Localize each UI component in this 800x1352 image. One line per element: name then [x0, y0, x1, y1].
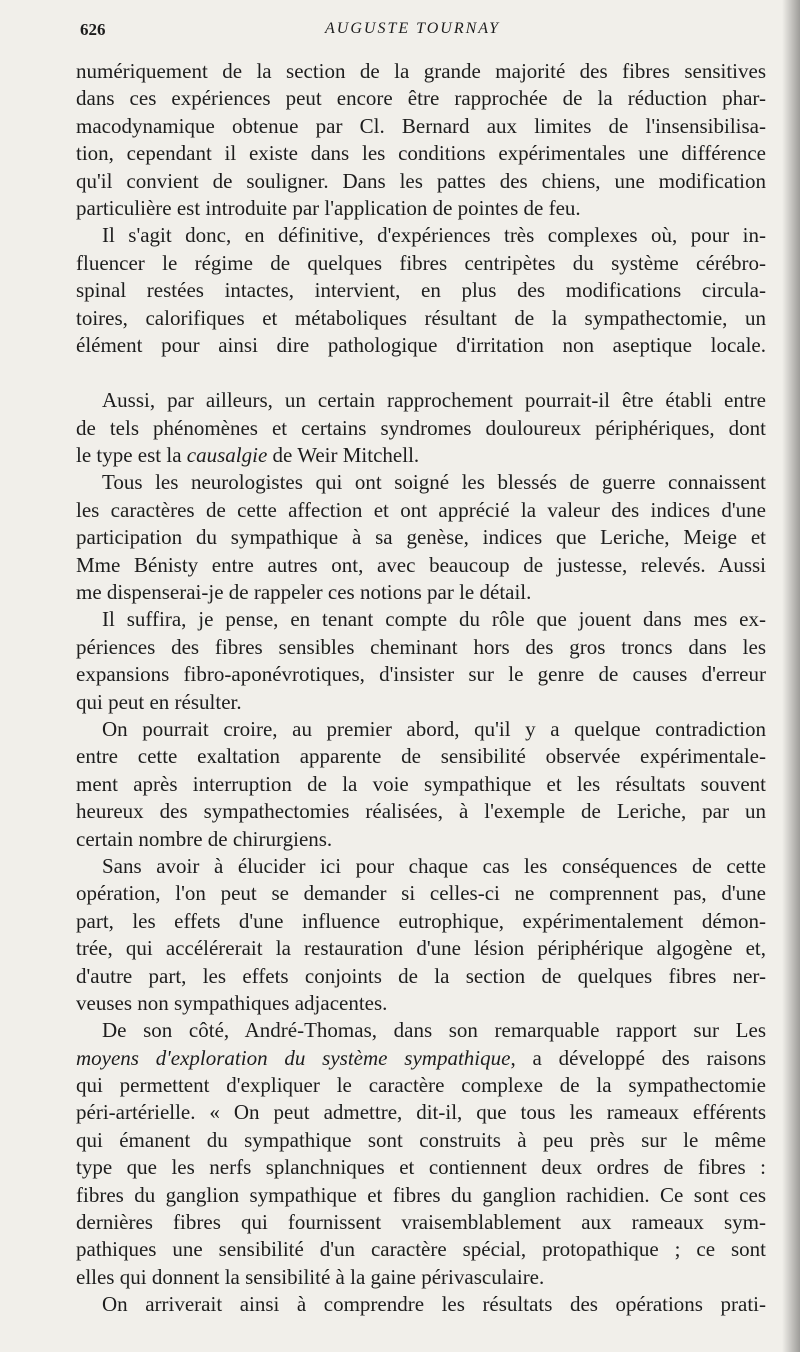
text-line: dans ces expériences peut encore être rapprochée de la réduction phar- — [76, 86, 766, 111]
paragraph — [76, 1017, 766, 1291]
text-line: ment après interruption de la voie sympathique et les résultats souvent — [76, 771, 766, 796]
text-line: Il suffira, je pense, en tenant compte du rôle que jouent dans mes ex- — [102, 607, 766, 632]
text-line: Aussi, par ailleurs, un certain rapprochement pourrait-il être établi entre — [102, 388, 766, 413]
text-line: qui permettent d'expliquer le caractère complexe de la sympathectomie — [76, 1073, 766, 1098]
paragraph — [76, 387, 766, 469]
text-line: On arriverait ainsi à comprendre les résultats des opérations prati- — [102, 1292, 766, 1317]
text-line: élément pour ainsi dire pathologique d'irritation non aseptique locale. — [76, 332, 766, 357]
text-line: expansions fibro-aponévrotiques, d'insister sur le genre de causes d'erreur — [76, 662, 766, 687]
text-line: périences des fibres sensibles cheminant hors des gros troncs dans les — [76, 634, 766, 659]
text-line: de tels phénomènes et certains syndromes douloureux périphériques, dont — [76, 415, 766, 440]
text-line: heureux des sympathectomies réalisées, à l'exemple de Leriche, par un — [76, 799, 766, 824]
text-line: De son côté, André-Thomas, dans son remarquable rapport sur Les — [102, 1018, 766, 1043]
page-number: 626 — [80, 20, 106, 39]
paragraph — [76, 58, 766, 222]
body-text — [76, 58, 766, 1319]
text-line: particulière est introduite par l'application de pointes de feu. — [76, 195, 581, 220]
text-line: participation du sympathique à sa genèse, indices que Leriche, Meige et — [76, 525, 766, 550]
text-line: Tous les neurologistes qui ont soigné les blessés de guerre connaissent — [102, 470, 766, 495]
text-line: part, les effets d'une influence eutrophique, expérimentalement démon- — [76, 908, 766, 933]
paragraph — [76, 469, 766, 606]
text-line: Mme Bénisty entre autres ont, avec beaucoup de justesse, relevés. Aussi — [76, 552, 766, 577]
paragraph — [76, 716, 766, 853]
text-line-causalgie — [76, 442, 766, 469]
text-line: spinal restées intactes, intervient, en plus des modifications circula- — [76, 278, 766, 303]
text-line: Il s'agit donc, en définitive, d'expériences très complexes où, pour in- — [102, 223, 766, 248]
scan-shadow-edge — [782, 0, 800, 1352]
text-line: type que les nerfs splanchniques et contiennent deux ordres de fibres : — [76, 1155, 766, 1180]
text-fragment: , a développé des raisons — [510, 1045, 767, 1070]
paragraph — [76, 606, 766, 716]
text-line: d'autre part, les effets conjoints de la section de quelques fibres ner- — [76, 963, 766, 988]
text-line: toires, calorifiques et métaboliques résultant de la sympathectomie, un — [76, 305, 766, 330]
text-line: numériquement de la section de la grande majorité des fibres sensitives — [76, 59, 766, 83]
text-line: opération, l'on peut se demander si celles-ci ne comprennent pas, d'une — [76, 881, 766, 906]
text-line: veuses non sympathiques adjacentes. — [76, 990, 388, 1015]
text-line: fibres du ganglion sympathique et fibres du ganglion rachidien. Ce sont ces — [76, 1182, 766, 1207]
text-line: pathiques une sensibilité d'un caractère spécial, protopathique ; ce sont — [76, 1237, 766, 1262]
text-line: macodynamique obtenue par Cl. Bernard aux limites de l'insensibilisa- — [76, 113, 766, 138]
text-line: qu'il convient de souligner. Dans les pattes des chiens, une modification — [76, 168, 766, 193]
page-header — [80, 20, 780, 46]
paragraph — [76, 222, 766, 359]
paragraph — [76, 1291, 766, 1318]
text-line: les caractères de cette affection et ont apprécié la valeur des indices d'une — [76, 497, 766, 522]
text-line: elles qui donnent la sensibilité à la gaine périvasculaire. — [76, 1264, 545, 1289]
italic-term: causalgie — [186, 443, 268, 468]
text-line: fluencer le régime de quelques fibres centripètes du système cérébro- — [76, 250, 766, 275]
text-line: trée, qui accélérerait la restauration d'une lésion périphérique algogène et, — [76, 936, 766, 961]
text-line-italic-title — [76, 1045, 766, 1072]
text-line: me dispenserai-je de rappeler ces notions par le détail. — [76, 580, 532, 605]
text-line: qui émanent du sympathique sont construits à peu près sur le même — [76, 1127, 766, 1152]
text-fragment: de Weir Mitchell. — [267, 443, 420, 468]
text-line: Sans avoir à élucider ici pour chaque cas les conséquences de cette — [102, 853, 766, 878]
text-line: tion, cependant il existe dans les conditions expérimentales une différence — [76, 141, 766, 166]
text-line: certain nombre de chirurgiens. — [76, 826, 333, 851]
text-line: entre cette exaltation apparente de sensibilité observée expérimentale- — [76, 744, 766, 769]
text-line: On pourrait croire, au premier abord, qu'il y a quelque contradiction — [102, 716, 766, 741]
running-title: AUGUSTE TOURNAY — [325, 20, 501, 37]
paragraph — [76, 853, 766, 1017]
italic-title: moyens d'exploration du système sympathique — [76, 1045, 511, 1070]
text-fragment: le type est la — [76, 443, 187, 468]
section-gap — [76, 359, 766, 387]
text-line: péri-artérielle. « On peut admettre, dit-il, que tous les rameaux efférents — [76, 1100, 766, 1125]
text-line: qui peut en résulter. — [76, 689, 242, 714]
text-line: dernières fibres qui fournissent vraisemblablement aux rameaux sym- — [76, 1210, 766, 1235]
